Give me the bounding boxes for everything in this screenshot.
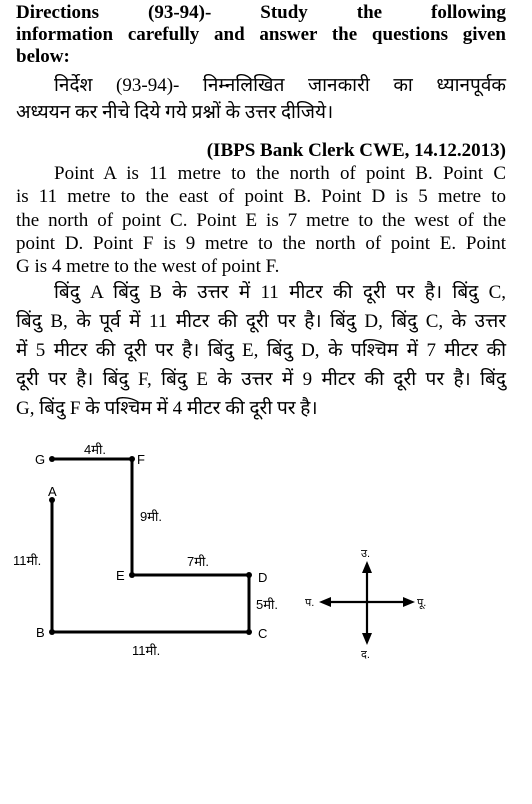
compass-south-label: द. [361,649,370,661]
passage-hindi-line: दूरी पर है। बिंदु F, बिंदु E के उत्तर में 9 मीटर की दूरी पर है। बिंदु [16,369,506,390]
path-lines [52,459,249,632]
compass-west-label: प. [305,597,315,609]
passage-english-line: Point A is 11 metre to the north of point B. Point C [54,163,506,184]
distance-bc-label: 11मी. [132,643,161,658]
compass-south-arrow-icon [362,633,372,645]
directions-english-line: below: [16,46,70,67]
directions-english-line: information carefully and answer the questions given [16,24,506,45]
point-f-dot [129,456,135,462]
point-d-label: D [258,570,268,585]
directions-english-line: Directions (93-94)- Study the following [16,2,506,23]
passage-english-line: the north of point C. Point E is 7 metre to the west of the [16,209,506,231]
passage-english-line: is 11 metre to the east of point B. Point D is 5 metre to [16,186,506,208]
point-g-label: G [35,452,46,467]
compass-north-label: उ. [361,548,371,560]
point-b-dot [49,629,55,635]
directions-hindi-line: निर्देश (93-94)- निम्नलिखित जानकारी का ध्यानपूर्वक [54,75,506,96]
distance-ab-label: 11मी. [13,553,42,568]
point-b-label: B [36,625,45,640]
compass-rose [305,548,426,661]
point-dots [49,456,252,635]
distance-dc-label: 5मी. [256,597,278,612]
passage-hindi-line: बिंदु A बिंदु B के उत्तर में 11 मीटर की दूरी पर है। बिंदु C, [54,282,506,303]
point-c-label: C [258,626,268,641]
point-c-dot [246,629,252,635]
distance-ed-label: 7मी. [187,554,209,569]
distance-gf-label: 4मी. [84,442,106,457]
directions-hindi-line: अध्ययन कर नीचे दिये गये प्रश्नों के उत्तर दीजिये। [16,102,334,123]
point-e-label: E [116,568,125,583]
compass-east-arrow-icon [403,597,415,607]
point-d-dot [246,572,252,578]
compass-east-label: पू. [417,597,427,609]
passage-hindi-line: में 5 मीटर की दूरी पर है। बिंदु E, बिंदु D, के पश्चिम में 7 मीटर की [16,340,506,361]
passage-english-line: point D. Point F is 9 metre to the north of point E. Point [16,232,506,254]
exam-source: (IBPS Bank Clerk CWE, 14.12.2013) [206,140,506,161]
compass-north-arrow-icon [362,561,372,573]
passage-english-line: G is 4 metre to the west of point F. [16,256,280,278]
passage-hindi-line: G, बिंदु F के पश्चिम में 4 मीटर की दूरी पर है। [16,398,318,419]
passage-hindi-line: बिंदु B, के पूर्व में 11 मीटर की दूरी पर है। बिंदु D, बिंदु C, के उत्तर [16,311,506,332]
point-a-label: A [48,484,57,499]
distance-fe-label: 9मी. [140,509,162,524]
point-e-dot [129,572,135,578]
point-g-dot [49,456,55,462]
compass-west-arrow-icon [319,597,331,607]
point-f-label: F [137,452,145,467]
